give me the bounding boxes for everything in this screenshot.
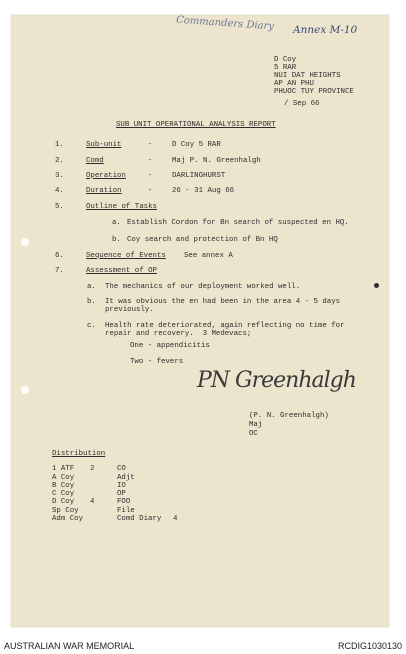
item-label: Sequence of Events bbox=[86, 252, 166, 260]
address-battalion: 5 RAR bbox=[274, 64, 297, 72]
medevac-line: One - appendicitis bbox=[130, 342, 210, 350]
distribution-unit: C Coy bbox=[52, 490, 75, 498]
address-date: / Sep 66 bbox=[284, 100, 320, 108]
task-text: Establish Cordon for Bn search of suspected en HQ. bbox=[127, 219, 349, 227]
distribution-unit: Adjt bbox=[117, 474, 135, 482]
item-label: Sub-unit bbox=[86, 141, 122, 149]
item-label: Outline of Tasks bbox=[86, 203, 157, 211]
distribution-heading: Distribution bbox=[52, 450, 106, 458]
item-number: 5. bbox=[55, 203, 64, 211]
distribution-unit: B Coy bbox=[52, 482, 75, 490]
assessment-letter: a. bbox=[87, 283, 96, 291]
distribution-unit: Sp Coy bbox=[52, 507, 79, 515]
item-label: Duration bbox=[86, 187, 122, 195]
assessment-letter: b. bbox=[87, 298, 96, 306]
ink-spot bbox=[374, 283, 379, 288]
item-dash: - bbox=[148, 141, 153, 149]
distribution-unit: File bbox=[117, 507, 135, 515]
assessment-text: Health rate deteriorated, again reflecting no time for bbox=[105, 322, 345, 330]
item-dash: - bbox=[148, 157, 153, 165]
item-number: 1. bbox=[55, 141, 64, 149]
distribution-unit: IO bbox=[117, 482, 126, 490]
task-letter: a. bbox=[112, 219, 121, 227]
item-number: 3. bbox=[55, 172, 64, 180]
distribution-copies: 4 bbox=[90, 498, 95, 506]
assessment-text: previously. bbox=[105, 306, 154, 314]
assessment-text: repair and recovery. 3 Medevacs; bbox=[105, 330, 252, 338]
item-label: Assessment of OP bbox=[86, 267, 157, 275]
distribution-unit: Comd Diary bbox=[117, 515, 162, 523]
assessment-text: It was obvious the en had been in the area 4 - 5 days bbox=[105, 298, 341, 306]
distribution-unit: OP bbox=[117, 490, 126, 498]
distribution-unit: D Coy bbox=[52, 498, 75, 506]
handwritten-diary-note: Commanders Diary bbox=[175, 14, 275, 33]
item-value: Maj P. N. Greenhalgh bbox=[172, 157, 261, 165]
signature-name: (P. N. Greenhalgh) bbox=[249, 412, 329, 420]
item-value: D Coy 5 RAR bbox=[172, 141, 221, 149]
report-title: SUB UNIT OPERATIONAL ANALYSIS REPORT bbox=[116, 121, 276, 129]
distribution-copies: 2 bbox=[90, 465, 95, 473]
handwritten-signature: PN Greenhalgh bbox=[197, 368, 356, 393]
archive-credit: AUSTRALIAN WAR MEMORIAL bbox=[4, 641, 135, 651]
distribution-copies: 4 bbox=[173, 515, 178, 523]
distribution-unit: 1 ATF bbox=[52, 465, 75, 473]
item-dash: - bbox=[148, 187, 153, 195]
item-number: 2. bbox=[55, 157, 64, 165]
distribution-unit: Adm Coy bbox=[52, 515, 84, 523]
assessment-text: The mechanics of our deployment worked well. bbox=[105, 283, 301, 291]
task-letter: b. bbox=[112, 236, 121, 244]
distribution-unit: A Coy bbox=[52, 474, 75, 482]
punch-hole-top bbox=[21, 238, 29, 246]
item-label: Comd bbox=[86, 157, 104, 165]
item-number: 4. bbox=[55, 187, 64, 195]
document-page bbox=[11, 15, 389, 627]
handwritten-annex: Annex M-10 bbox=[293, 24, 358, 36]
item-number: 7. bbox=[55, 267, 64, 275]
archive-reference: RCDIG1030130 bbox=[337, 641, 402, 651]
task-text: Coy search and protection of Bn HQ bbox=[127, 236, 278, 244]
item-dash: - bbox=[148, 172, 153, 180]
assessment-letter: c. bbox=[87, 322, 96, 330]
medevac-line: Two - fevers bbox=[130, 358, 184, 366]
address-area: AP AN PHU bbox=[274, 80, 314, 88]
address-province: PHUOC TUY PROVINCE bbox=[274, 88, 354, 96]
item-label: Operation bbox=[86, 172, 126, 180]
distribution-unit: CO bbox=[117, 465, 126, 473]
item-number: 6. bbox=[55, 252, 64, 260]
item-value: DARLINGHURST bbox=[172, 172, 226, 180]
signature-appointment: OC bbox=[249, 430, 258, 438]
item-value: 26 - 31 Aug 66 bbox=[172, 187, 235, 195]
address-unit: D Coy bbox=[274, 56, 297, 64]
signature-rank: Maj bbox=[249, 421, 263, 429]
address-location: NUI DAT HEIGHTS bbox=[274, 72, 341, 80]
item-value: See annex A bbox=[184, 252, 233, 260]
punch-hole-bottom bbox=[21, 386, 29, 394]
distribution-unit: FOO bbox=[117, 498, 131, 506]
